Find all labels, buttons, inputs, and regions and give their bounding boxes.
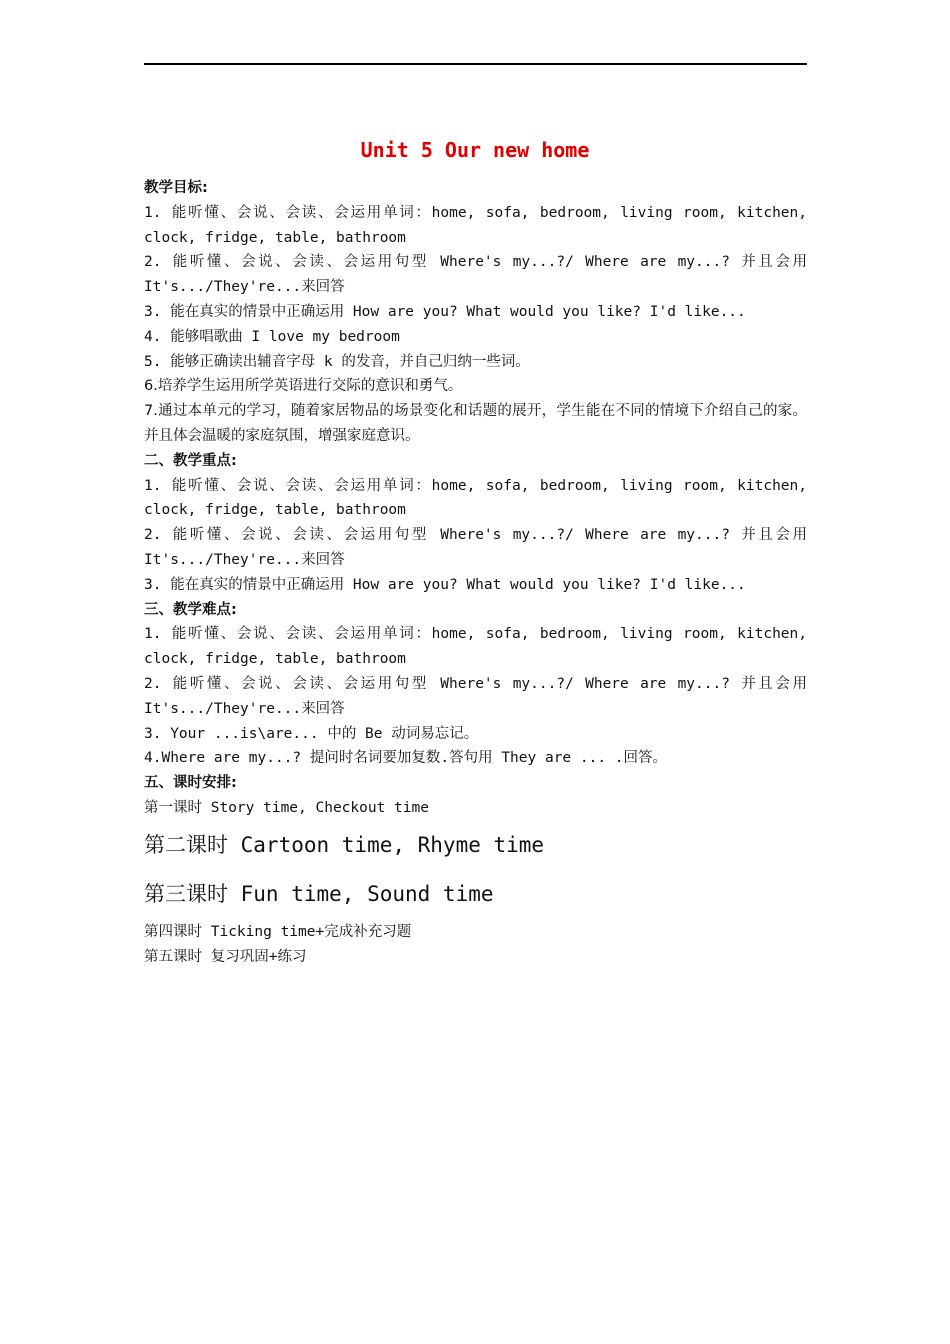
key-point-item: 3. 能在真实的情景中正确运用 How are you? What would you like? I'd like... [144,576,746,593]
schedule-item: 第一课时 Story time, Checkout time [144,799,429,816]
header-rule [144,63,807,65]
goal-item: 4. 能够唱歌曲 I love my bedroom [144,328,400,345]
document-title: Unit 5 Our new home [360,138,590,162]
goal-item: 5. 能够正确读出辅音字母 k 的发音，并自己归纳一些词。 [144,353,530,370]
schedule-heading: 五、课时安排: [144,775,237,792]
document-body [144,176,807,970]
key-point-item: 1. 能听懂、会说、会读、会运用单词：home, sofa, bedroom, living room, kitchen, clock, fridge, table, bathroom [144,477,807,519]
difficult-point-item: 2. 能听懂、会说、会读、会运用句型 Where's my...?/ Where are my...? 并且会用 It's.../They're...来回答 [144,675,807,717]
difficult-point-item: 3. Your ...is\are... 中的 Be 动词易忘记。 [144,725,479,742]
goals-heading: 教学目标: [144,180,208,196]
difficult-point-item: 4.Where are my...? 提问时名词要加复数.答句用 They are ... .回答。 [144,750,668,767]
goal-item: 1. 能听懂、会说、会读、会运用单词：home, sofa, bedroom, living room, kitchen, clock, fridge, table, bathroom [144,204,807,246]
key-points-heading: 二、教学重点: [144,452,237,469]
schedule-item: 第三课时 Fun time, Sound time [144,882,494,907]
schedule-item: 第五课时 复习巩固+练习 [144,948,307,965]
schedule-item: 第四课时 Ticking time+完成补充习题 [144,923,412,940]
goal-item: 3. 能在真实的情景中正确运用 How are you? What would you like? I'd like... [144,303,746,320]
goal-item: 6.培养学生运用所学英语进行交际的意识和勇气。 [144,378,463,395]
goal-item: 7.通过本单元的学习，随着家居物品的场景变化和话题的展开，学生能在不同的情境下介绍自己的家。并且体会温暖的家庭氛围，增强家庭意识。 [144,403,807,444]
goal-item: 2. 能听懂、会说、会读、会运用句型 Where's my...?/ Where are my...? 并且会用 It's.../They're...来回答 [144,254,807,296]
key-point-item: 2. 能听懂、会说、会读、会运用句型 Where's my...?/ Where are my...? 并且会用 It's.../They're...来回答 [144,527,807,568]
schedule-item: 第二课时 Cartoon time, Rhyme time [144,832,545,857]
difficult-points-heading: 三、教学难点: [144,601,237,618]
difficult-point-item: 1. 能听懂、会说、会读、会运用单词：home, sofa, bedroom, living room, kitchen, clock, fridge, table, bathroom [144,626,807,668]
